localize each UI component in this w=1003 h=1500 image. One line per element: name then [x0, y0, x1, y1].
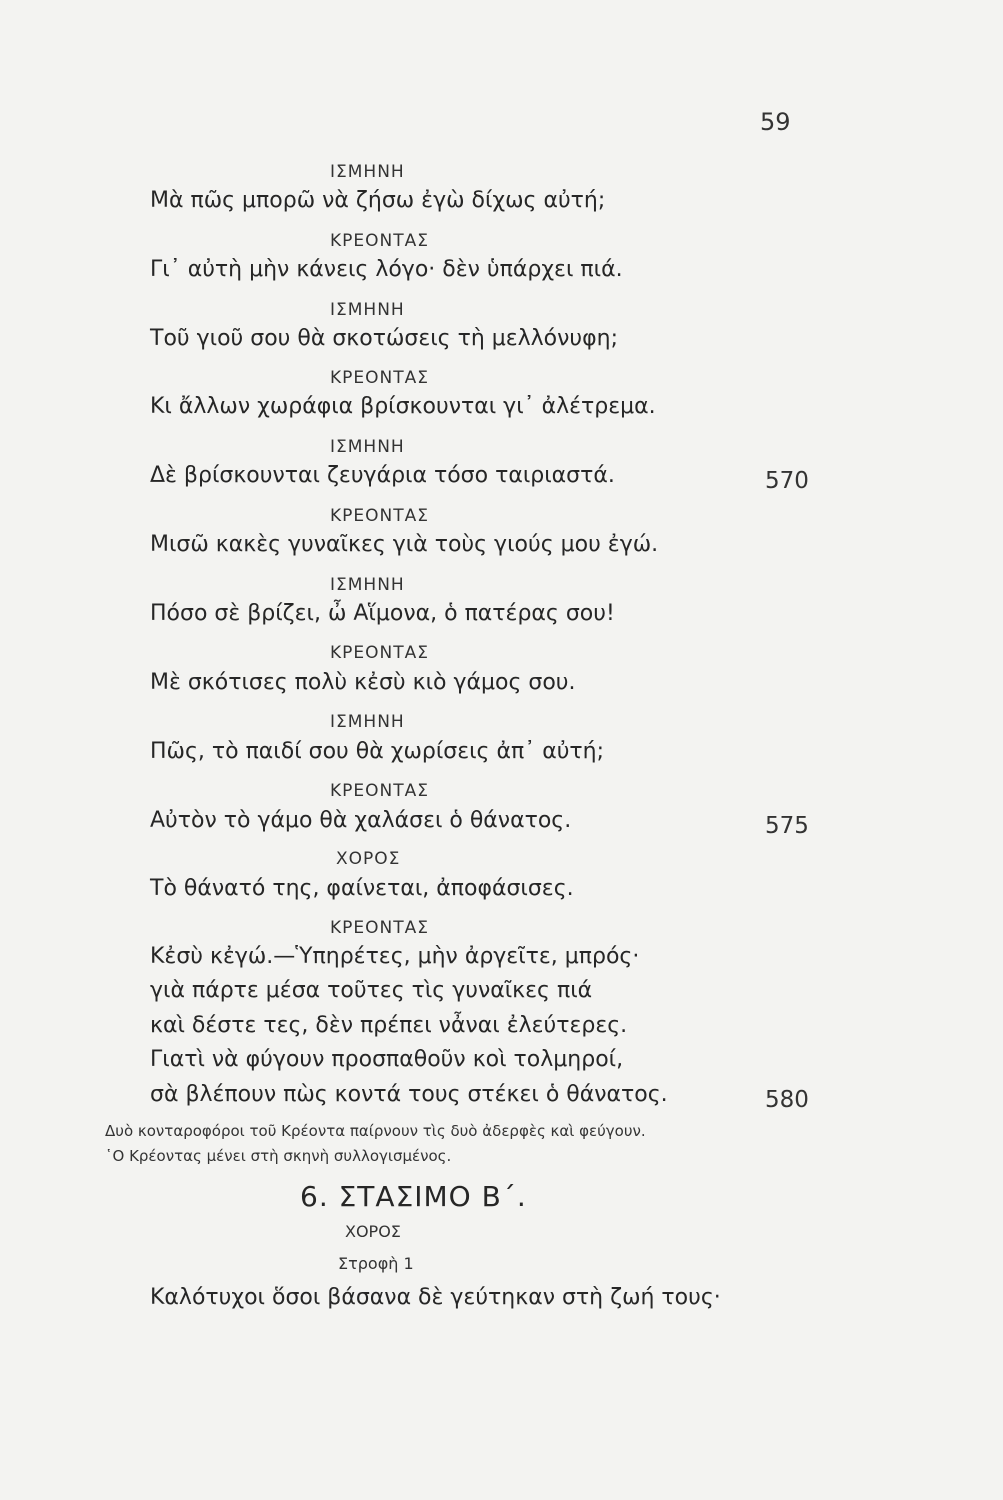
speaker-name: ΙΣΜΗΝΗ: [330, 162, 405, 182]
line-number: 575: [765, 813, 809, 839]
speaker-name: ΚΡΕΟΝΤΑΣ: [330, 643, 429, 663]
page-number: 59: [760, 108, 791, 136]
verse-line: Κι ἄλλων χωράφια βρίσκουνται γι᾽ ἀλέτρεμα.: [150, 394, 656, 419]
verse-line: Κἐσὺ κἐγώ.—Ὑπηρέτες, μὴν ἀργεῖτε, μπρός·: [150, 944, 640, 969]
speaker-name: ΙΣΜΗΝΗ: [330, 437, 405, 457]
speaker-name: ΙΣΜΗΝΗ: [330, 300, 405, 320]
chorus-label: ΧΟΡΟΣ: [345, 1222, 401, 1241]
speaker-name: ΚΡΕΟΝΤΑΣ: [330, 918, 429, 938]
verse-line: Τὸ θάνατό της, φαίνεται, ἀποφάσισες.: [150, 876, 574, 901]
speaker-name: ΚΡΕΟΝΤΑΣ: [330, 368, 429, 388]
speaker-name: ΙΣΜΗΝΗ: [330, 575, 405, 595]
speaker-name: ΙΣΜΗΝΗ: [330, 712, 405, 732]
verse-line: Μὲ σκότισες πολὺ κἐσὺ κιὸ γάμος σου.: [150, 670, 576, 695]
verse-line: Μισῶ κακὲς γυναῖκες γιὰ τοὺς γιούς μου ἐγώ.: [150, 532, 659, 557]
verse-line: Καλότυχοι ὅσοι βάσανα δὲ γεύτηκαν στὴ ζωή τους·: [150, 1285, 721, 1310]
verse-line: Τοῦ γιοῦ σου θὰ σκοτώσεις τὴ μελλόνυφη;: [150, 326, 619, 351]
verse-line: Μὰ πῶς μπορῶ νὰ ζήσω ἐγὼ δίχως αὐτή;: [150, 188, 606, 213]
speaker-name: ΚΡΕΟΝΤΑΣ: [330, 781, 429, 801]
verse-line: Δὲ βρίσκουνται ζευγάρια τόσο ταιριαστά.: [150, 463, 615, 488]
verse-line: Αὐτὸν τὸ γάμο θὰ χαλάσει ὁ θάνατος.: [150, 808, 572, 833]
stage-direction-line: ῾Ο Κρέοντας μένει στὴ σκηνὴ συλλογισμένος.: [105, 1147, 452, 1165]
line-number: 580: [765, 1087, 809, 1113]
verse-line: Γι᾽ αὐτὴ μὴν κάνεις λόγο· δὲν ὑπάρχει πιά.: [150, 257, 623, 282]
section-title: 6. ΣΤΑΣΙΜΟ Β΄.: [300, 1180, 527, 1213]
speaker-name: ΧΟΡΟΣ: [336, 849, 401, 869]
stage-direction-line: Δυὸ κονταροφόροι τοῦ Κρέοντα παίρνουν τὶς δυὸ ἀδερφὲς καὶ φεύγουν.: [105, 1122, 646, 1140]
verse-line: σὰ βλέπουν πὼς κοντά τους στέκει ὁ θάνατος.: [150, 1082, 668, 1107]
line-number: 570: [765, 468, 809, 494]
strophe-label: Στροφὴ 1: [338, 1254, 414, 1273]
verse-line: Πόσο σὲ βρίζει, ὦ Αἵμονα, ὁ πατέρας σου!: [150, 601, 615, 626]
speaker-name: ΚΡΕΟΝΤΑΣ: [330, 231, 429, 251]
speaker-name: ΚΡΕΟΝΤΑΣ: [330, 506, 429, 526]
verse-line: γιὰ πάρτε μέσα τοῦτες τὶς γυναῖκες πιά: [150, 978, 593, 1003]
verse-line: Πῶς, τὸ παιδί σου θὰ χωρίσεις ἀπ᾽ αὐτή;: [150, 739, 605, 764]
verse-line: Γιατὶ νὰ φύγουν προσπαθοῦν κοὶ τολμηροί,: [150, 1047, 624, 1072]
verse-line: καὶ δέστε τες, δὲν πρέπει νἆναι ἐλεύτερες.: [150, 1013, 628, 1038]
